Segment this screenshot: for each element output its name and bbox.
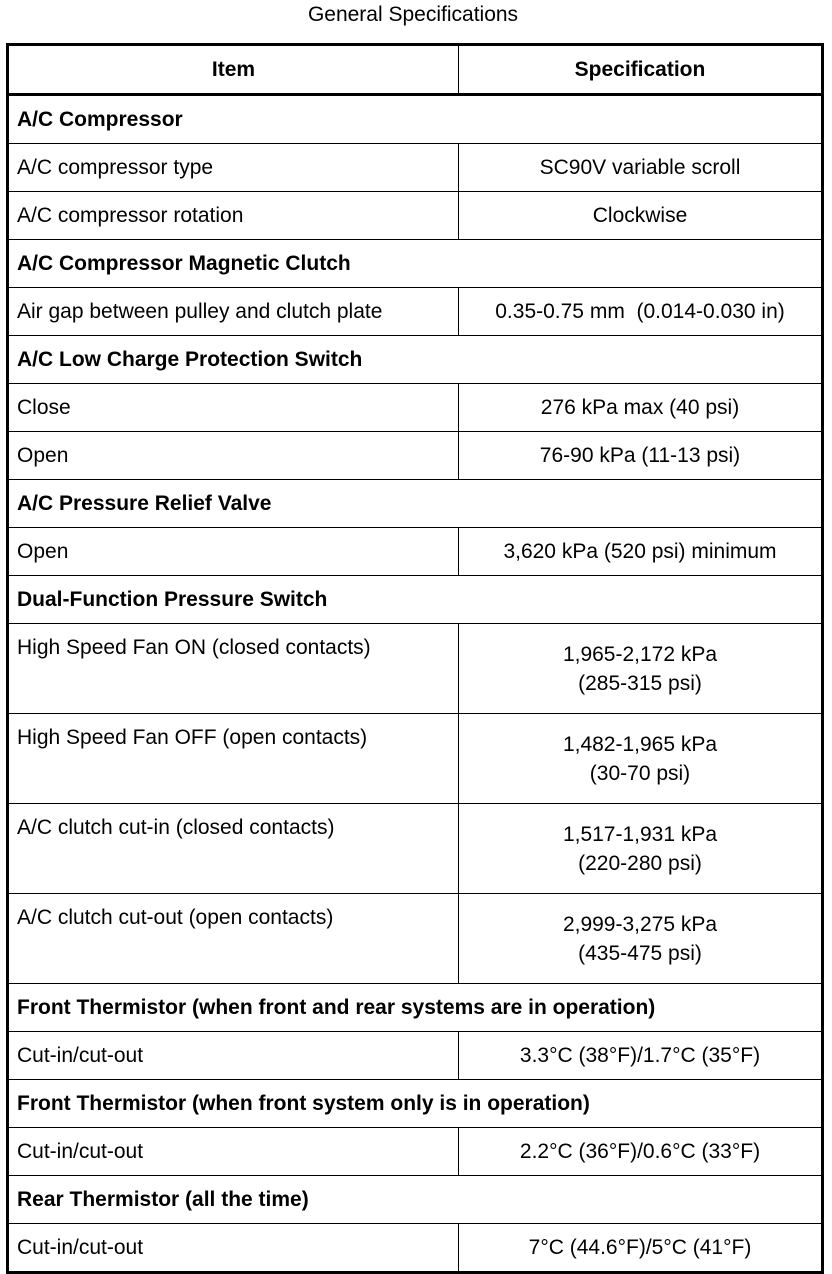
item-cell: A/C compressor type <box>8 144 459 192</box>
table-row <box>8 432 823 480</box>
section-row <box>8 984 823 1032</box>
header-item: Item <box>8 45 459 95</box>
table-row <box>8 624 823 714</box>
table-row <box>8 288 823 336</box>
item-cell: Open <box>8 432 459 480</box>
spec-line: (220-280 psi) <box>578 851 702 875</box>
table-row <box>8 1224 823 1273</box>
spec-cell: 76-90 kPa (11-13 psi) <box>459 432 823 480</box>
item-cell: A/C clutch cut-in (closed contacts) <box>8 804 459 894</box>
section-title: A/C Pressure Relief Valve <box>8 480 823 528</box>
section-row <box>8 480 823 528</box>
item-cell: Air gap between pulley and clutch plate <box>8 288 459 336</box>
section-title: A/C Compressor Magnetic Clutch <box>8 240 823 288</box>
spec-line: (30-70 psi) <box>589 761 691 785</box>
spec-line: 1,965-2,172 kPa <box>562 642 718 666</box>
table-row <box>8 192 823 240</box>
section-row <box>8 240 823 288</box>
section-title: A/C Low Charge Protection Switch <box>8 336 823 384</box>
spec-cell: 0.35-0.75 mm (0.014-0.030 in) <box>459 288 823 336</box>
spec-cell: SC90V variable scroll <box>459 144 823 192</box>
table-row <box>8 384 823 432</box>
spec-cell: Clockwise <box>459 192 823 240</box>
spec-line: (285-315 psi) <box>578 671 702 695</box>
section-row <box>8 1080 823 1128</box>
section-row <box>8 336 823 384</box>
table-row <box>8 1032 823 1080</box>
item-cell: High Speed Fan OFF (open contacts) <box>8 714 459 804</box>
item-cell: Cut-in/cut-out <box>8 1032 459 1080</box>
table-row <box>8 714 823 804</box>
spec-line: (435-475 psi) <box>578 941 702 965</box>
item-cell: A/C clutch cut-out (open contacts) <box>8 894 459 984</box>
header-specification: Specification <box>459 45 823 95</box>
section-row <box>8 95 823 144</box>
section-title: A/C Compressor <box>8 95 823 144</box>
spec-cell: 3.3°C (38°F)/1.7°C (35°F) <box>459 1032 823 1080</box>
section-title: Front Thermistor (when front and rear systems are in operation) <box>8 984 823 1032</box>
spec-line: 2,999-3,275 kPa <box>562 912 718 936</box>
spec-cell: 2.2°C (36°F)/0.6°C (33°F) <box>459 1128 823 1176</box>
table-row <box>8 894 823 984</box>
item-cell: A/C compressor rotation <box>8 192 459 240</box>
spec-cell <box>459 714 823 804</box>
table-row <box>8 528 823 576</box>
page-title: General Specifications <box>307 3 519 26</box>
item-cell: Cut-in/cut-out <box>8 1128 459 1176</box>
spec-line: 1,517-1,931 kPa <box>562 822 718 846</box>
table-row <box>8 144 823 192</box>
table-row <box>8 1128 823 1176</box>
spec-cell <box>459 894 823 984</box>
section-title: Dual-Function Pressure Switch <box>8 576 823 624</box>
item-cell: Cut-in/cut-out <box>8 1224 459 1273</box>
section-title: Rear Thermistor (all the time) <box>8 1176 823 1224</box>
section-title: Front Thermistor (when front system only is in operation) <box>8 1080 823 1128</box>
item-cell: High Speed Fan ON (closed contacts) <box>8 624 459 714</box>
spec-table <box>6 43 824 1274</box>
section-row <box>8 1176 823 1224</box>
item-cell: Close <box>8 384 459 432</box>
item-cell: Open <box>8 528 459 576</box>
spec-cell: 3,620 kPa (520 psi) minimum <box>459 528 823 576</box>
spec-cell <box>459 624 823 714</box>
table-row <box>8 804 823 894</box>
section-row <box>8 576 823 624</box>
spec-cell: 276 kPa max (40 psi) <box>459 384 823 432</box>
spec-line: 1,482-1,965 kPa <box>562 732 718 756</box>
table-header-row <box>8 45 823 95</box>
spec-cell: 7°C (44.6°F)/5°C (41°F) <box>459 1224 823 1273</box>
spec-cell <box>459 804 823 894</box>
